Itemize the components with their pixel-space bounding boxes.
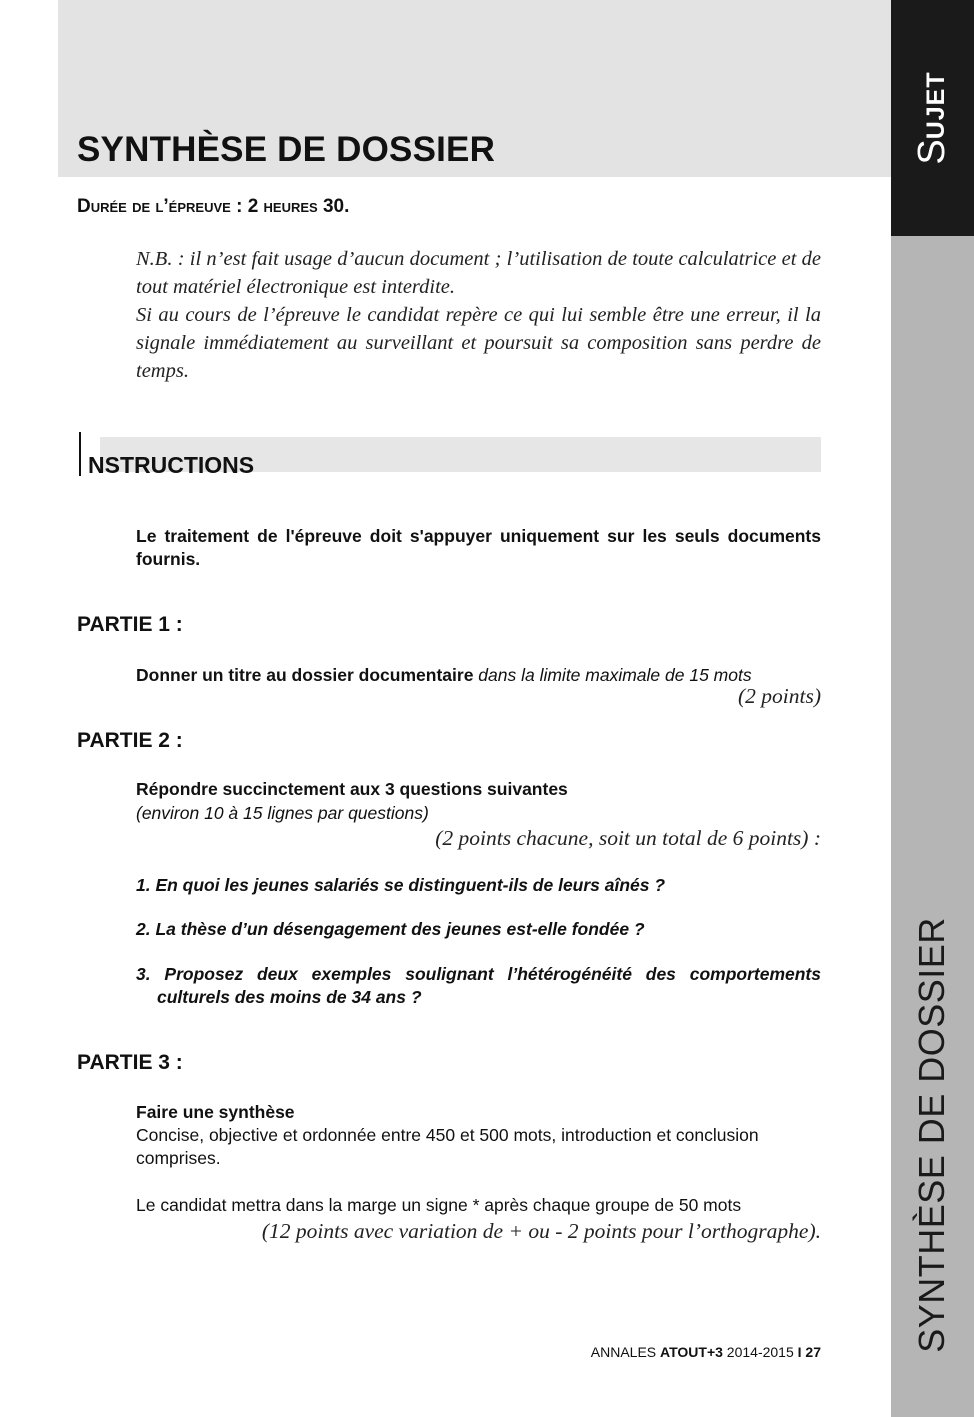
sidebar-sujet-label: [913, 71, 951, 164]
partie-3-heading: PARTIE 3 :: [77, 1051, 183, 1074]
partie-1-task: [136, 664, 821, 687]
partie-2-task-bold: Répondre succinctement aux 3 questions suivantes: [136, 779, 568, 799]
instructions-title: NSTRUCTIONS: [88, 452, 255, 478]
partie-2-task: [136, 778, 821, 801]
nb-line-1: N.B. : il n’est fait usage d’aucun document ; l’utilisation de toute calculatrice et de tout matériel électronique est interdite.: [136, 248, 821, 298]
instructions-initial-bar: [79, 432, 81, 476]
partie-1-task-italic: dans la limite maximale de 15 mots: [473, 665, 752, 685]
instructions-intro: Le traitement de l'épreuve doit s'appuyer uniquement sur les seuls documents fournis.: [136, 526, 821, 569]
partie-1-points: (2 points): [737, 684, 821, 708]
nb-line-2: Si au cours de l’épreuve le candidat repère ce qui lui semble être une erreur, il la signale immédiatement au surveillant et poursuit sa composition sans perdre de temps.: [136, 304, 821, 382]
partie-2-note-italic: (environ 10 à 15 lignes par questions): [136, 803, 429, 823]
partie-3-description: Concise, objective et ordonnée entre 450 et 500 mots, introduction et conclusion comprises.: [136, 1125, 759, 1168]
partie-2-heading: PARTIE 2 :: [77, 729, 183, 752]
sidebar-sujet-initial: S: [911, 139, 953, 165]
partie-3-points: (12 points avec variation de + ou - 2 points pour l’orthographe).: [261, 1219, 821, 1243]
partie-2-points: (2 points chacune, soit un total de 6 points) :: [435, 826, 821, 850]
footer-brand: ATOUT+3: [660, 1344, 723, 1360]
page-number: I 27: [797, 1344, 821, 1360]
partie-1-heading: PARTIE 1 :: [77, 613, 183, 636]
sidebar-sujet-rest: UJET: [922, 71, 950, 140]
footer-prefix: ANNALES: [590, 1344, 661, 1360]
partie-1-task-bold: Donner un titre au dossier documentaire: [136, 665, 474, 685]
question-3: 3. Proposez deux exemples soulignant l’hétérogénéité des comportements culturels des moins de 34 ans ?: [136, 964, 821, 1007]
footer-years: 2014-2015: [722, 1344, 798, 1360]
partie-3-task: [136, 1101, 821, 1124]
question-1: 1. En quoi les jeunes salariés se distinguent-ils de leurs aînés ?: [136, 875, 666, 895]
sidebar-section-label: SYNTHÈSE DE DOSSIER: [911, 917, 952, 1353]
partie-3-margin-note: Le candidat mettra dans la marge un signe * après chaque groupe de 50 mots: [136, 1195, 742, 1215]
question-2: 2. La thèse d’un désengagement des jeunes est-elle fondée ?: [136, 919, 645, 939]
page-footer: [591, 1344, 821, 1360]
exam-duration: Durée de l’épreuve : 2 heures 30.: [77, 196, 350, 217]
nb-notice: [136, 245, 821, 385]
page-title: SYNTHÈSE DE DOSSIER: [77, 130, 496, 169]
partie-2-note: [136, 802, 821, 825]
partie-3-task-bold: Faire une synthèse: [136, 1102, 295, 1122]
